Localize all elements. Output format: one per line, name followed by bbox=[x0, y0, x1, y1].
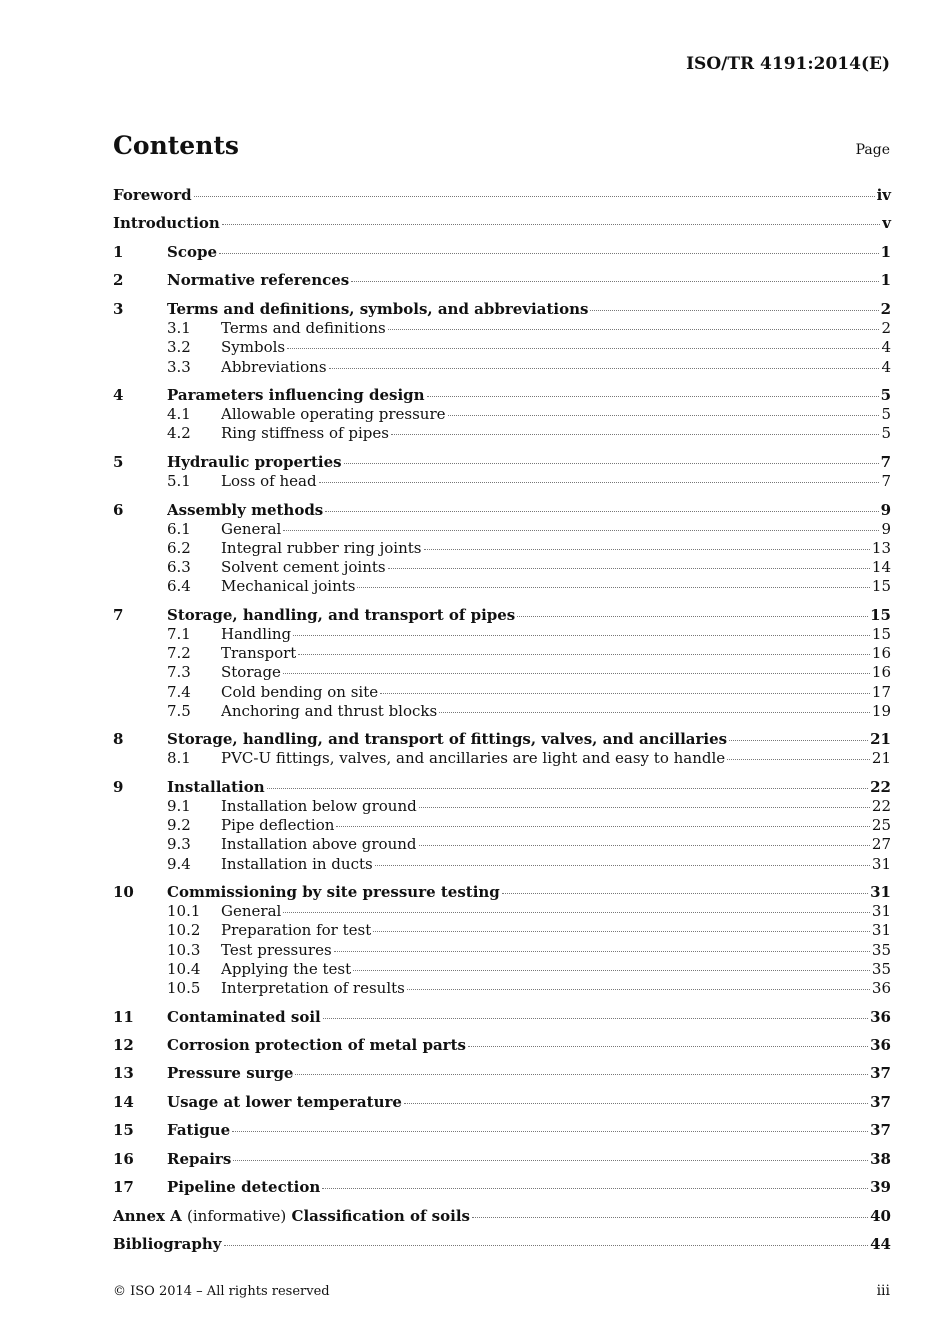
toc-entry-title: Pressure surge bbox=[167, 1064, 294, 1083]
toc-entry-number: 8 bbox=[113, 730, 124, 749]
toc-entry-page: 21 bbox=[871, 749, 891, 768]
toc-entry-number: 2 bbox=[113, 271, 124, 290]
toc-entry-number: 7.1 bbox=[167, 624, 191, 643]
toc-entry-number: 4.2 bbox=[167, 424, 191, 443]
toc-entry-page: 36 bbox=[871, 979, 891, 998]
toc-entry-page: 40 bbox=[870, 1206, 891, 1225]
toc-entry-page: 2 bbox=[880, 299, 891, 318]
toc-entry-title: Solvent cement joints bbox=[221, 558, 386, 577]
toc-entry[interactable] bbox=[113, 520, 891, 539]
dot-leader bbox=[222, 223, 880, 225]
toc-entry-title: Symbols bbox=[221, 338, 286, 357]
toc-entry-page: 2 bbox=[881, 319, 891, 338]
toc-entry[interactable] bbox=[113, 405, 891, 424]
toc-entry-page: 37 bbox=[870, 1092, 891, 1111]
toc-entry[interactable] bbox=[113, 1093, 891, 1112]
toc-entry-title: General bbox=[221, 902, 282, 921]
toc-entry[interactable] bbox=[113, 319, 891, 338]
toc-entry-text: Classification of soils bbox=[291, 1206, 470, 1225]
dot-leader bbox=[283, 529, 879, 531]
toc-entry[interactable] bbox=[113, 1235, 891, 1254]
toc-entry-title: Usage at lower temperature bbox=[167, 1092, 402, 1111]
toc-entry-page: 21 bbox=[870, 730, 891, 749]
toc-entry[interactable] bbox=[113, 683, 891, 702]
dot-leader bbox=[468, 1045, 868, 1047]
toc-entry-number: 9.1 bbox=[167, 797, 191, 816]
toc-entry-title: Cold bending on site bbox=[221, 682, 379, 701]
toc-entry-title: Storage, handling, and transport of pipes bbox=[167, 605, 516, 624]
toc-entry-title bbox=[113, 1207, 470, 1226]
dot-leader bbox=[729, 739, 868, 741]
toc-entry-number: 8.1 bbox=[167, 749, 191, 768]
dot-leader bbox=[351, 280, 878, 282]
dot-leader bbox=[267, 787, 868, 789]
dot-leader bbox=[295, 1073, 868, 1075]
toc-entry-page: 22 bbox=[870, 777, 891, 796]
toc-entry-number: 6.3 bbox=[167, 558, 191, 577]
toc-entry-title: Allowable operating pressure bbox=[221, 405, 446, 424]
toc-entry-page: 15 bbox=[870, 605, 891, 624]
toc-entry-page: 9 bbox=[880, 500, 891, 519]
toc-entry[interactable] bbox=[113, 386, 891, 405]
toc-entry-title: Fatigue bbox=[167, 1121, 231, 1140]
toc-entry-number: 16 bbox=[113, 1149, 134, 1168]
dot-leader bbox=[298, 653, 870, 655]
toc-entry-title: Pipe deflection bbox=[221, 816, 335, 835]
toc-entry-text: Bibliography bbox=[113, 1235, 222, 1254]
toc-entry-page: 16 bbox=[871, 644, 891, 663]
dot-leader bbox=[322, 1187, 868, 1189]
toc-entry-number: 10.3 bbox=[167, 940, 201, 959]
toc-entry-number: 7.5 bbox=[167, 701, 191, 720]
dot-leader bbox=[287, 347, 879, 349]
toc-entry[interactable] bbox=[113, 1036, 891, 1055]
toc-entry[interactable] bbox=[113, 702, 891, 721]
dot-leader bbox=[427, 395, 879, 397]
dot-leader bbox=[319, 481, 880, 483]
contents-heading: Contents bbox=[113, 131, 240, 160]
dot-leader bbox=[419, 844, 870, 846]
toc-entry-number: 10.1 bbox=[167, 902, 201, 921]
dot-leader bbox=[448, 414, 880, 416]
dot-leader bbox=[283, 911, 870, 913]
toc-entry[interactable] bbox=[113, 902, 891, 921]
toc-entry-number: 6.4 bbox=[167, 577, 191, 596]
toc-entry-number: 15 bbox=[113, 1121, 134, 1140]
toc-entry[interactable] bbox=[113, 186, 891, 205]
toc-entry-title: Terms and definitions, symbols, and abbreviations bbox=[167, 299, 589, 318]
dot-leader bbox=[336, 825, 869, 827]
dot-leader bbox=[375, 864, 870, 866]
toc-entry-note: (informative) bbox=[187, 1206, 287, 1225]
toc-entry-page: 7 bbox=[881, 472, 891, 491]
toc-entry-number: 6.1 bbox=[167, 519, 191, 538]
dot-leader bbox=[283, 672, 870, 674]
toc-entry-page: 31 bbox=[871, 902, 891, 921]
toc-entry[interactable] bbox=[113, 797, 891, 816]
dot-leader bbox=[502, 892, 868, 894]
toc-entry-page: 14 bbox=[871, 558, 891, 577]
document-id-header: ISO/TR 4191:2014(E) bbox=[686, 54, 890, 74]
toc-entry-title: Handling bbox=[221, 624, 292, 643]
dot-leader bbox=[472, 1216, 868, 1218]
toc-entry[interactable] bbox=[113, 243, 891, 262]
toc-entry-number: 9.4 bbox=[167, 854, 191, 873]
toc-entry[interactable] bbox=[113, 1064, 891, 1083]
dot-leader bbox=[232, 1130, 868, 1132]
toc-entry-title: Storage, handling, and transport of fittings, valves, and ancillaries bbox=[167, 730, 728, 749]
toc-entry-page: 37 bbox=[870, 1064, 891, 1083]
toc-entry[interactable] bbox=[113, 1178, 891, 1197]
toc-entry-page: v bbox=[882, 214, 891, 233]
toc-entry[interactable] bbox=[113, 577, 891, 596]
toc-entry-number: 4.1 bbox=[167, 405, 191, 424]
toc-entry-title: Loss of head bbox=[221, 472, 317, 491]
toc-entry-page: 7 bbox=[880, 452, 891, 471]
toc-entry-title: Test pressures bbox=[221, 940, 332, 959]
toc-entry-number: 1 bbox=[113, 242, 124, 261]
toc-entry-title: Transport bbox=[221, 644, 297, 663]
toc-entry-number: 7.3 bbox=[167, 663, 191, 682]
toc-entry-title: Parameters influencing design bbox=[167, 385, 425, 404]
dot-leader bbox=[325, 510, 878, 512]
dot-leader bbox=[334, 950, 870, 952]
dot-leader bbox=[373, 930, 870, 932]
toc-entry-title: Applying the test bbox=[221, 959, 352, 978]
dot-leader bbox=[439, 711, 870, 713]
toc-entry-page: 35 bbox=[871, 959, 891, 978]
toc-entry-number: 7.4 bbox=[167, 682, 191, 701]
toc-entry-number: 3.2 bbox=[167, 338, 191, 357]
toc-entry[interactable] bbox=[113, 979, 891, 998]
toc-entry-number: 5.1 bbox=[167, 472, 191, 491]
toc-entry-title: Interpretation of results bbox=[221, 979, 405, 998]
toc-entry[interactable] bbox=[113, 960, 891, 979]
toc-entry-title: Anchoring and thrust blocks bbox=[221, 701, 438, 720]
dot-leader bbox=[353, 969, 870, 971]
dot-leader bbox=[424, 548, 870, 550]
toc-entry[interactable] bbox=[113, 835, 891, 854]
toc-entry-number: 14 bbox=[113, 1092, 134, 1111]
toc-entry-page: 37 bbox=[870, 1121, 891, 1140]
toc-entry-number: 7.2 bbox=[167, 644, 191, 663]
toc-entry-page: 5 bbox=[881, 424, 891, 443]
toc-entry-page: 1 bbox=[880, 271, 891, 290]
table-of-contents bbox=[113, 186, 891, 1255]
toc-entry-page: 35 bbox=[871, 940, 891, 959]
dot-leader bbox=[293, 634, 870, 636]
dot-leader bbox=[388, 567, 870, 569]
toc-entry-title: Contaminated soil bbox=[167, 1007, 321, 1026]
toc-entry[interactable] bbox=[113, 358, 891, 377]
toc-entry[interactable] bbox=[113, 453, 891, 472]
toc-entry-page: 36 bbox=[870, 1007, 891, 1026]
toc-entry-title: General bbox=[221, 519, 282, 538]
toc-entry-text: Foreword bbox=[113, 186, 192, 204]
toc-entry-number: 9 bbox=[113, 777, 124, 796]
toc-entry-title: Installation below ground bbox=[221, 797, 417, 816]
toc-entry-page: 31 bbox=[871, 921, 891, 940]
toc-entry-number: 5 bbox=[113, 452, 124, 471]
dot-leader bbox=[194, 195, 875, 197]
toc-entry-title: Assembly methods bbox=[167, 500, 324, 519]
toc-entry-title: Abbreviations bbox=[221, 357, 327, 376]
toc-entry[interactable] bbox=[113, 855, 891, 874]
dot-leader bbox=[419, 806, 870, 808]
toc-entry-page: 4 bbox=[881, 338, 891, 357]
dot-leader bbox=[727, 758, 870, 760]
dot-leader bbox=[407, 988, 870, 990]
toc-entry-page: 25 bbox=[871, 816, 891, 835]
toc-entry[interactable] bbox=[113, 1008, 891, 1027]
toc-entry-title: Installation above ground bbox=[221, 835, 417, 854]
toc-entry-title bbox=[113, 214, 220, 233]
toc-entry[interactable] bbox=[113, 644, 891, 663]
toc-entry-page: 27 bbox=[871, 835, 891, 854]
toc-entry-number: 10.4 bbox=[167, 959, 201, 978]
toc-entry-page: 39 bbox=[870, 1178, 891, 1197]
toc-entry-page: 36 bbox=[870, 1035, 891, 1054]
toc-entry[interactable] bbox=[113, 472, 891, 491]
toc-entry-page: 22 bbox=[871, 797, 891, 816]
dot-leader bbox=[590, 309, 878, 311]
toc-entry-page: 31 bbox=[870, 883, 891, 902]
toc-entry-page: 15 bbox=[871, 624, 891, 643]
toc-entry[interactable] bbox=[113, 816, 891, 835]
toc-entry-title bbox=[113, 1235, 222, 1254]
toc-entry-title: Hydraulic properties bbox=[167, 452, 342, 471]
toc-entry-title: PVC-U fittings, valves, and ancillaries are light and easy to handle bbox=[221, 749, 726, 768]
dot-leader bbox=[404, 1102, 868, 1104]
toc-entry-title: Commissioning by site pressure testing bbox=[167, 883, 500, 902]
toc-entry-title: Pipeline detection bbox=[167, 1178, 321, 1197]
toc-entry-title: Corrosion protection of metal parts bbox=[167, 1035, 466, 1054]
page-column-label: Page bbox=[855, 142, 890, 158]
toc-entry-number: 9.3 bbox=[167, 835, 191, 854]
copyright-footer: © ISO 2014 – All rights reserved bbox=[113, 1284, 330, 1299]
dot-leader bbox=[517, 615, 868, 617]
toc-entry[interactable] bbox=[113, 338, 891, 357]
toc-entry[interactable] bbox=[113, 730, 891, 749]
toc-entry[interactable] bbox=[113, 883, 891, 902]
toc-entry[interactable] bbox=[113, 1207, 891, 1226]
toc-entry[interactable] bbox=[113, 424, 891, 443]
toc-entry[interactable] bbox=[113, 749, 891, 768]
toc-entry[interactable] bbox=[113, 778, 891, 797]
toc-entry-page: 31 bbox=[871, 854, 891, 873]
toc-entry-page: 17 bbox=[871, 682, 891, 701]
toc-entry[interactable] bbox=[113, 501, 891, 520]
toc-entry-number: 17 bbox=[113, 1178, 134, 1197]
dot-leader bbox=[224, 1244, 869, 1246]
toc-entry-number: 13 bbox=[113, 1064, 134, 1083]
toc-entry-title: Installation in ducts bbox=[221, 854, 373, 873]
toc-entry-number: 10.2 bbox=[167, 921, 201, 940]
toc-entry-title: Scope bbox=[167, 242, 218, 261]
toc-entry-title: Preparation for test bbox=[221, 921, 372, 940]
toc-entry-page: 44 bbox=[870, 1235, 891, 1254]
toc-entry-number: 9.2 bbox=[167, 816, 191, 835]
dot-leader bbox=[323, 1017, 868, 1019]
dot-leader bbox=[233, 1159, 868, 1161]
toc-entry-number: 7 bbox=[113, 605, 124, 624]
toc-entry-page: 19 bbox=[871, 701, 891, 720]
toc-entry-page: iv bbox=[876, 186, 891, 204]
toc-entry-title: Integral rubber ring joints bbox=[221, 538, 422, 557]
toc-entry[interactable] bbox=[113, 271, 891, 290]
dot-leader bbox=[219, 252, 879, 254]
toc-entry-number: 3.1 bbox=[167, 319, 191, 338]
toc-entry-title: Repairs bbox=[167, 1149, 232, 1168]
toc-entry-number: 3 bbox=[113, 299, 124, 318]
toc-entry-number: Annex A bbox=[113, 1206, 182, 1225]
dot-leader bbox=[344, 462, 879, 464]
toc-entry-page: 4 bbox=[881, 357, 891, 376]
toc-entry[interactable] bbox=[113, 1150, 891, 1169]
toc-entry-number: 10 bbox=[113, 883, 134, 902]
toc-entry-number: 6.2 bbox=[167, 538, 191, 557]
toc-entry-page: 16 bbox=[871, 663, 891, 682]
toc-entry[interactable] bbox=[113, 558, 891, 577]
toc-entry-number: 12 bbox=[113, 1035, 134, 1054]
toc-entry-title: Normative references bbox=[167, 271, 350, 290]
toc-entry-text: Introduction bbox=[113, 214, 220, 233]
toc-entry-title: Mechanical joints bbox=[221, 577, 356, 596]
toc-entry[interactable] bbox=[113, 921, 891, 940]
toc-entry-page: 9 bbox=[881, 519, 891, 538]
toc-entry-page: 5 bbox=[881, 405, 891, 424]
toc-entry-title: Installation bbox=[167, 777, 265, 796]
toc-entry-title: Terms and definitions bbox=[221, 319, 386, 338]
page-number: iii bbox=[876, 1283, 890, 1299]
toc-entry-page: 38 bbox=[870, 1149, 891, 1168]
dot-leader bbox=[380, 692, 870, 694]
toc-entry-number: 10.5 bbox=[167, 979, 201, 998]
toc-entry[interactable] bbox=[113, 300, 891, 319]
toc-entry[interactable] bbox=[113, 663, 891, 682]
toc-entry[interactable] bbox=[113, 1121, 891, 1140]
dot-leader bbox=[388, 328, 880, 330]
toc-entry-page: 13 bbox=[871, 538, 891, 557]
toc-entry[interactable] bbox=[113, 539, 891, 558]
toc-entry[interactable] bbox=[113, 214, 891, 233]
toc-entry-number: 3.3 bbox=[167, 357, 191, 376]
toc-entry-title: Ring stiffness of pipes bbox=[221, 424, 389, 443]
toc-entry-title: Storage bbox=[221, 663, 281, 682]
toc-entry-title bbox=[113, 186, 192, 205]
toc-entry-number: 4 bbox=[113, 385, 124, 404]
toc-entry[interactable] bbox=[113, 625, 891, 644]
dot-leader bbox=[329, 367, 880, 369]
toc-entry-page: 1 bbox=[880, 242, 891, 261]
toc-entry[interactable] bbox=[113, 941, 891, 960]
toc-entry-page: 15 bbox=[871, 577, 891, 596]
toc-entry-number: 11 bbox=[113, 1007, 134, 1026]
toc-entry[interactable] bbox=[113, 606, 891, 625]
toc-entry-page: 5 bbox=[880, 385, 891, 404]
toc-entry-number: 6 bbox=[113, 500, 124, 519]
dot-leader bbox=[357, 586, 869, 588]
dot-leader bbox=[391, 433, 880, 435]
